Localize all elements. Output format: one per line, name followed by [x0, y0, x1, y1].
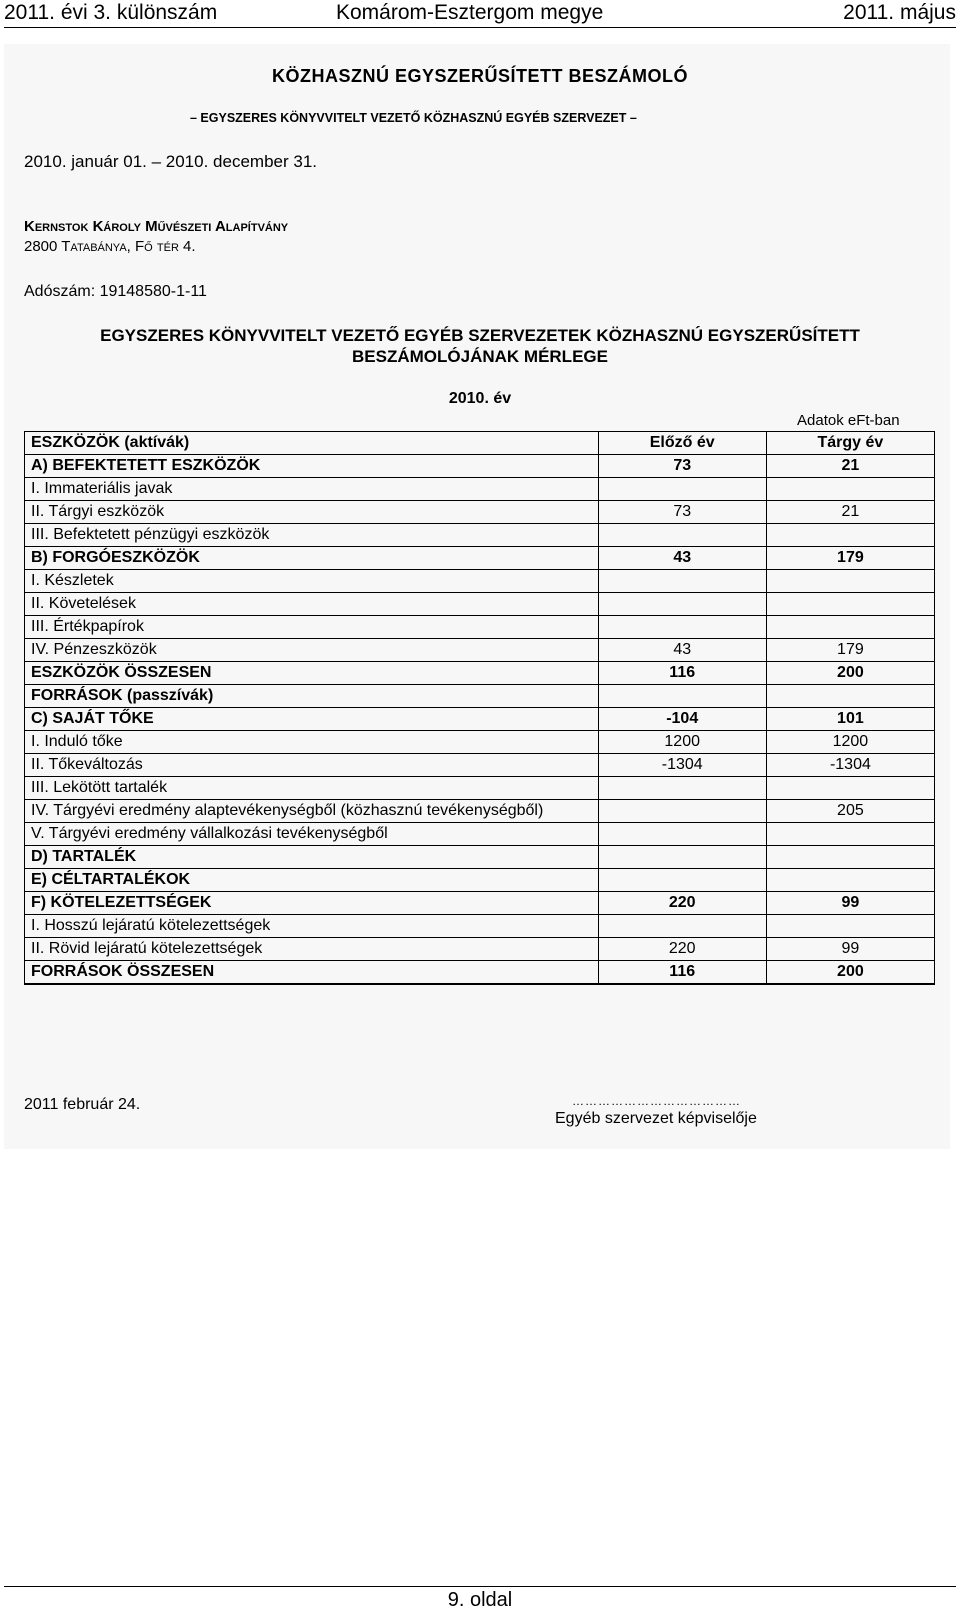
document-subtitle: – EGYSZERES KÖNYVVITELT VEZETŐ KÖZHASZNÚ EGYÉB SZERVEZET – — [190, 111, 637, 125]
row-label: II. Rövid lejáratú kötelezettségek — [25, 938, 599, 961]
row-label: III. Lekötött tartalék — [25, 777, 599, 800]
row-label: E) CÉLTARTALÉKOK — [25, 869, 599, 892]
row-prev-year: 220 — [598, 938, 766, 961]
row-label: F) KÖTELEZETTSÉGEK — [25, 892, 599, 915]
table-row — [25, 938, 935, 961]
table-row — [25, 547, 935, 570]
row-current-year — [766, 915, 934, 938]
table-row — [25, 846, 935, 869]
table-row — [25, 754, 935, 777]
row-prev-year: 73 — [598, 455, 766, 478]
header-county: Komárom-Esztergom megye — [336, 1, 604, 24]
row-current-year — [766, 823, 934, 846]
balance-sheet-title: EGYSZERES KÖNYVVITELT VEZETŐ EGYÉB SZERVEZETEK KÖZHASZNÚ EGYSZERŰSÍTETT BESZÁMOLÓJÁNAK MÉRLEGE — [100, 326, 860, 366]
row-prev-year — [598, 524, 766, 547]
row-prev-year — [598, 823, 766, 846]
row-prev-year: 116 — [598, 662, 766, 685]
row-prev-year — [598, 616, 766, 639]
row-current-year: 205 — [766, 800, 934, 823]
table-row — [25, 662, 935, 685]
row-prev-year — [598, 915, 766, 938]
report-year: 2010. év — [448, 390, 512, 407]
table-row — [25, 961, 935, 985]
signature-line: ………………………………… — [572, 1094, 741, 1108]
table-row — [25, 639, 935, 662]
row-label: I. Induló tőke — [25, 731, 599, 754]
column-header-label: ESZKÖZÖK (aktívák) — [25, 432, 599, 455]
row-prev-year: 43 — [598, 547, 766, 570]
row-prev-year: 220 — [598, 892, 766, 915]
table-row — [25, 731, 935, 754]
row-current-year — [766, 570, 934, 593]
units-note: Adatok eFt-ban — [797, 412, 900, 429]
row-current-year — [766, 869, 934, 892]
row-prev-year: 1200 — [598, 731, 766, 754]
row-current-year: 1200 — [766, 731, 934, 754]
table-row — [25, 800, 935, 823]
page-header — [0, 0, 960, 28]
row-prev-year — [598, 777, 766, 800]
row-prev-year — [598, 570, 766, 593]
row-current-year: 179 — [766, 639, 934, 662]
column-header-prev: Előző év — [598, 432, 766, 455]
row-current-year — [766, 846, 934, 869]
row-label: B) FORGÓESZKÖZÖK — [25, 547, 599, 570]
column-header-curr: Tárgy év — [766, 432, 934, 455]
table-row — [25, 685, 935, 708]
document-title: KÖZHASZNÚ EGYSZERŰSÍTETT BESZÁMOLÓ — [271, 66, 688, 86]
row-prev-year — [598, 685, 766, 708]
row-current-year: 179 — [766, 547, 934, 570]
row-label: ESZKÖZÖK ÖSSZESEN — [25, 662, 599, 685]
table-row — [25, 570, 935, 593]
row-current-year — [766, 777, 934, 800]
table-row — [25, 501, 935, 524]
table-row — [25, 915, 935, 938]
row-label: FORRÁSOK (passzívák) — [25, 685, 599, 708]
row-current-year: -1304 — [766, 754, 934, 777]
row-prev-year — [598, 800, 766, 823]
table-header-row — [25, 432, 935, 455]
row-label: C) SAJÁT TŐKE — [25, 708, 599, 731]
page-number: 9. oldal — [447, 1589, 513, 1611]
row-prev-year: -1304 — [598, 754, 766, 777]
row-label: I. Hosszú lejáratú kötelezettségek — [25, 915, 599, 938]
row-prev-year — [598, 869, 766, 892]
row-current-year: 99 — [766, 892, 934, 915]
report-period: 2010. január 01. – 2010. december 31. — [24, 152, 317, 171]
row-prev-year: 43 — [598, 639, 766, 662]
tax-id: Adószám: 19148580-1-11 — [24, 283, 207, 300]
row-label: III. Értékpapírok — [25, 616, 599, 639]
row-current-year — [766, 524, 934, 547]
row-label: FORRÁSOK ÖSSZESEN — [25, 961, 599, 985]
row-label: I. Immateriális javak — [25, 478, 599, 501]
row-label: I. Készletek — [25, 570, 599, 593]
table-row — [25, 823, 935, 846]
table-row — [25, 869, 935, 892]
row-current-year — [766, 593, 934, 616]
row-current-year — [766, 478, 934, 501]
header-date: 2011. május — [843, 1, 956, 24]
table-row — [25, 593, 935, 616]
table-row — [25, 478, 935, 501]
row-current-year — [766, 616, 934, 639]
organization-name: Kernstok Károly Művészeti Alapítvány — [24, 218, 289, 235]
row-label: III. Befektetett pénzügyi eszközök — [25, 524, 599, 547]
row-label: II. Követelések — [25, 593, 599, 616]
row-label: V. Tárgyévi eredmény vállalkozási tevékenységből — [25, 823, 599, 846]
table-row — [25, 524, 935, 547]
table-row — [25, 708, 935, 731]
row-current-year: 99 — [766, 938, 934, 961]
row-label: II. Tőkeváltozás — [25, 754, 599, 777]
row-current-year: 200 — [766, 662, 934, 685]
footer-divider — [4, 1586, 956, 1587]
row-current-year: 21 — [766, 501, 934, 524]
table-row — [25, 777, 935, 800]
signatory-role: Egyéb szervezet képviselője — [555, 1110, 757, 1127]
row-prev-year: 116 — [598, 961, 766, 985]
balance-sheet-table — [24, 431, 935, 985]
table-row — [25, 616, 935, 639]
row-current-year: 21 — [766, 455, 934, 478]
organization-address: 2800 Tatabánya, Fő tér 4. — [24, 238, 196, 255]
signature-date: 2011 február 24. — [24, 1096, 141, 1113]
row-prev-year — [598, 846, 766, 869]
header-issue: 2011. évi 3. különszám — [4, 1, 218, 24]
table-row — [25, 455, 935, 478]
row-label: II. Tárgyi eszközök — [25, 501, 599, 524]
row-label: A) BEFEKTETETT ESZKÖZÖK — [25, 455, 599, 478]
row-label: IV. Tárgyévi eredmény alaptevékenységből (közhasznú tevékenységből) — [25, 800, 599, 823]
row-prev-year: 73 — [598, 501, 766, 524]
row-prev-year: -104 — [598, 708, 766, 731]
row-label: IV. Pénzeszközök — [25, 639, 599, 662]
row-current-year: 200 — [766, 961, 934, 985]
row-current-year — [766, 685, 934, 708]
row-prev-year — [598, 593, 766, 616]
row-current-year: 101 — [766, 708, 934, 731]
header-divider — [4, 27, 956, 28]
row-label: D) TARTALÉK — [25, 846, 599, 869]
table-row — [25, 892, 935, 915]
row-prev-year — [598, 478, 766, 501]
